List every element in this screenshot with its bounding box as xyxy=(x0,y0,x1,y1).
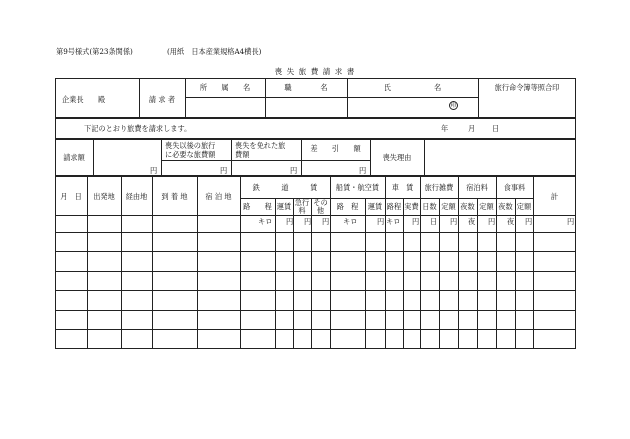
year-label: 年 xyxy=(441,124,449,133)
yen-unit: 円 xyxy=(220,166,228,175)
rail-distance-header: 路 程 xyxy=(243,202,272,211)
day-label: 日 xyxy=(492,124,500,133)
unit-yen: 円 xyxy=(567,217,575,226)
yen-unit: 円 xyxy=(359,166,367,175)
car-fare-header: 車 賃 xyxy=(391,183,414,192)
other-header-1: その xyxy=(313,198,328,207)
express-fee-header-1: 急行 xyxy=(294,198,310,207)
exempt-amount-label-2: 費額 xyxy=(235,150,250,159)
express-fee-header-2: 料 xyxy=(298,206,306,215)
via-header: 経由地 xyxy=(125,192,148,201)
ship-air-fare-header: 船賃・航空賃 xyxy=(335,183,380,192)
unit-yen: 円 xyxy=(525,217,533,226)
meal-nights-header: 夜数 xyxy=(498,202,513,211)
total-header: 計 xyxy=(550,192,559,201)
car-distance-header: 路程 xyxy=(386,202,402,211)
misc-expense-header: 旅行雑費 xyxy=(424,183,454,192)
lodging-fee-header: 宿泊料 xyxy=(466,183,488,192)
unit-yen: 円 xyxy=(304,217,312,226)
month-day-header: 月 日 xyxy=(60,192,82,201)
lodging-fixed-header: 定額 xyxy=(479,202,494,211)
yen-unit: 円 xyxy=(150,166,158,175)
unit-yen: 円 xyxy=(488,217,496,226)
addressee-label: 企業長 殿 xyxy=(62,95,106,104)
name-header: 氏 名 xyxy=(383,83,442,92)
unit-yen: 円 xyxy=(377,217,385,226)
nights-header: 夜数 xyxy=(460,202,475,211)
meal-fixed-header: 定額 xyxy=(516,202,532,211)
unit-km: キロ xyxy=(258,217,273,226)
form-number: 第9号様式(第23条関係) xyxy=(56,47,133,56)
month-label: 月 xyxy=(468,124,476,133)
misc-fixed-header: 定額 xyxy=(441,202,456,211)
unit-km: キロ xyxy=(386,217,401,226)
unit-day: 日 xyxy=(430,217,438,226)
order-check-header: 旅行命令簿等照合印 xyxy=(494,83,560,92)
meal-fee-header: 食事料 xyxy=(503,183,526,192)
unit-yen: 円 xyxy=(412,217,420,226)
unit-yen: 円 xyxy=(450,217,458,226)
unit-km: キロ xyxy=(343,217,358,226)
departure-header: 出発地 xyxy=(93,192,115,201)
ship-fare-header: 運賃 xyxy=(367,202,383,211)
yen-unit: 円 xyxy=(290,166,298,175)
difference-label: 差 引 額 xyxy=(310,144,361,153)
seal-mark: 印 xyxy=(450,102,457,109)
lodging-place-header: 宿 泊 地 xyxy=(205,192,232,201)
needed-amount-label-1: 喪失以後の旅行 xyxy=(165,141,216,150)
page-title: 喪 失 旅 費 請 求 書 xyxy=(274,67,356,76)
unit-night: 夜 xyxy=(468,217,476,226)
exempt-amount-label-1: 喪失を免れた旅 xyxy=(235,141,286,150)
reason-label: 喪失理由 xyxy=(382,153,412,162)
days-header: 日数 xyxy=(422,202,437,211)
unit-night: 夜 xyxy=(507,217,515,226)
affiliation-header: 所 属 名 xyxy=(199,83,251,92)
ship-distance-header: 路 程 xyxy=(336,202,359,211)
needed-amount-label-2: に必要な旅費額 xyxy=(165,150,216,159)
unit-yen: 円 xyxy=(322,217,330,226)
paper-size-note: (用紙 日本産業規格A4横長) xyxy=(167,47,262,56)
rail-fare-subheader: 運賃 xyxy=(276,202,292,211)
other-header-2: 他 xyxy=(316,206,325,215)
claim-amount-label: 請求額 xyxy=(63,153,85,162)
unit-yen: 円 xyxy=(286,217,294,226)
claimant-label: 請 求 者 xyxy=(148,95,176,104)
actual-cost-header: 実費 xyxy=(404,202,419,211)
rail-fare-header: 鉄 道 賃 xyxy=(252,183,318,192)
arrival-header: 到 着 地 xyxy=(161,192,188,201)
claim-statement: 下記のとおり旅費を請求します。 xyxy=(84,124,192,133)
post-header: 職 名 xyxy=(284,83,328,92)
